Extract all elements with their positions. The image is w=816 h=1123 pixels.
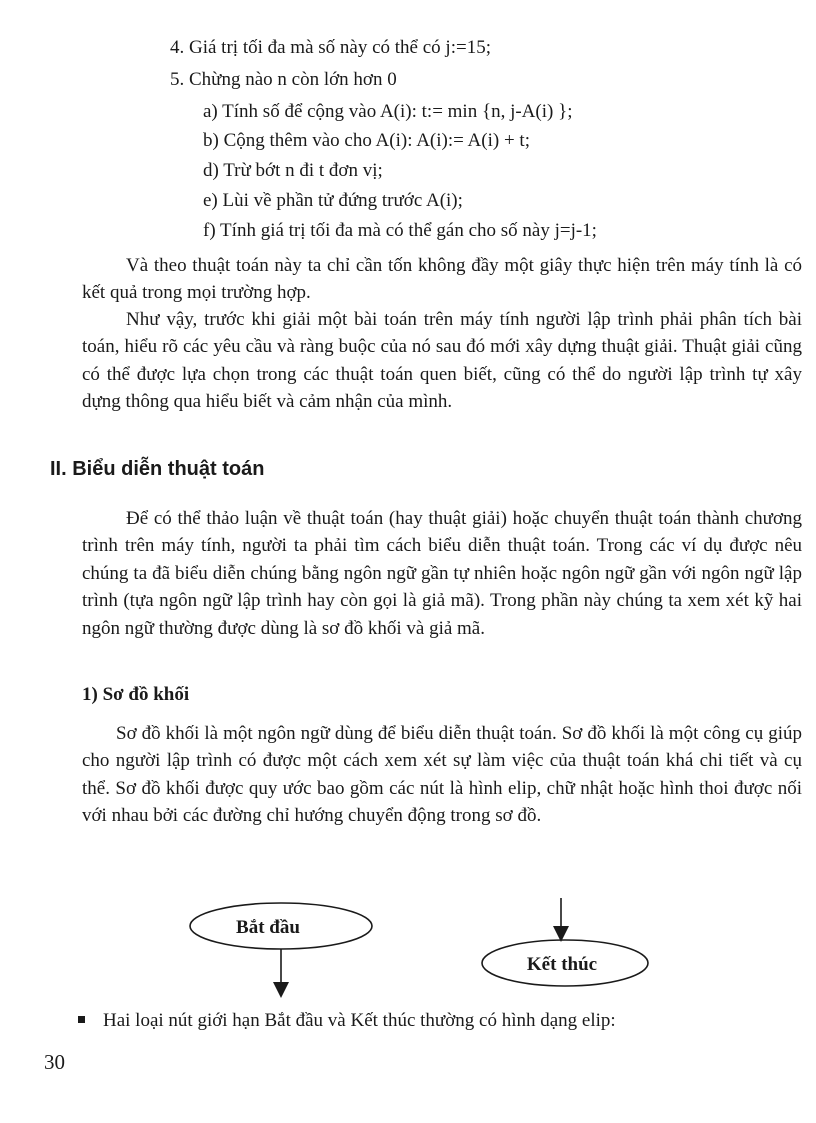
paragraph-flowchart: Sơ đồ khối là một ngôn ngữ dùng để biểu diễn thuật toán. Sơ đồ khối là một công cụ giúp cho người lập trình có được một cách xem xét sự làm việc của thuật toán khá chi tiết và cụ thể. Sơ đồ khối được quy ước bao gồm các nút là hình elip, chữ nhật hoặc hình thoi được nối với nhau bởi các đường chỉ hướng chuyển động trong sơ đồ.	[82, 723, 802, 827]
paragraph-representation: Để có thể thảo luận về thuật toán (hay thuật giải) hoặc chuyển thuật toán thành chương trình trên máy tính, người ta phải tìm cách biểu diễn thuật toán. Trong các ví dụ được nêu chúng ta đã biểu diễn chúng bằng ngôn ngữ gần tự nhiên hoặc ngôn ngữ gần với ngôn ngữ lập trình (tựa ngôn ngữ lập trình hay còn gọi là giả mã). Trong phần này chúng ta xem xét kỹ hai ngôn ngữ thường được dùng là sơ đồ khối và giả mã.	[82, 508, 802, 639]
end-label: Kết thúc	[526, 954, 598, 975]
step-5d: d) Trừ bớt n đi t đơn vị;	[203, 160, 383, 181]
bullet-text: Hai loại nút giới hạn Bắt đầu và Kết thúc thường có hình dạng elip:	[103, 1010, 616, 1031]
start-ellipse-node	[190, 903, 372, 949]
step-5: 5. Chừng nào n còn lớn hơn 0	[170, 69, 397, 90]
paragraph-result: Và theo thuật toán này ta chỉ cần tốn không đầy một giây thực hiện trên máy tính là có kết quả trong mọi trường hợp.	[82, 255, 802, 304]
page-number: 30	[44, 1050, 65, 1074]
bullet-item	[78, 1010, 616, 1032]
end-ellipse-node	[482, 940, 648, 986]
step-5e: e) Lùi về phần tử đứng trước A(i);	[203, 190, 463, 211]
step-5f: f) Tính giá trị tối đa mà có thể gán cho số này j=j-1;	[203, 220, 597, 241]
subsection-heading: 1) Sơ đồ khối	[82, 684, 190, 705]
paragraph-analysis: Như vậy, trước khi giải một bài toán trên máy tính người lập trình phải phân tích bài toán, hiểu rõ các yêu cầu và ràng buộc của nó sau đó mới xây dựng thuật giải. Thuật giải cũng có thể được lựa chọn trong các thuật toán quen biết, cũng có thể do người lập trình tự xây dựng thông qua hiểu biết và cảm nhận của mình.	[82, 309, 802, 413]
section-heading: II. Biểu diễn thuật toán	[50, 458, 265, 480]
start-label: Bắt đầu	[236, 917, 300, 938]
step-4: 4. Giá trị tối đa mà số này có thể có j:=15;	[170, 37, 491, 58]
step-5b: b) Cộng thêm vào cho A(i): A(i):= A(i) + t;	[203, 130, 530, 151]
step-5a: a) Tính số để cộng vào A(i): t:= min {n, j-A(i) };	[203, 101, 573, 122]
flowchart-terminal-diagram	[0, 880, 816, 1010]
bullet-square-icon	[78, 1016, 85, 1023]
